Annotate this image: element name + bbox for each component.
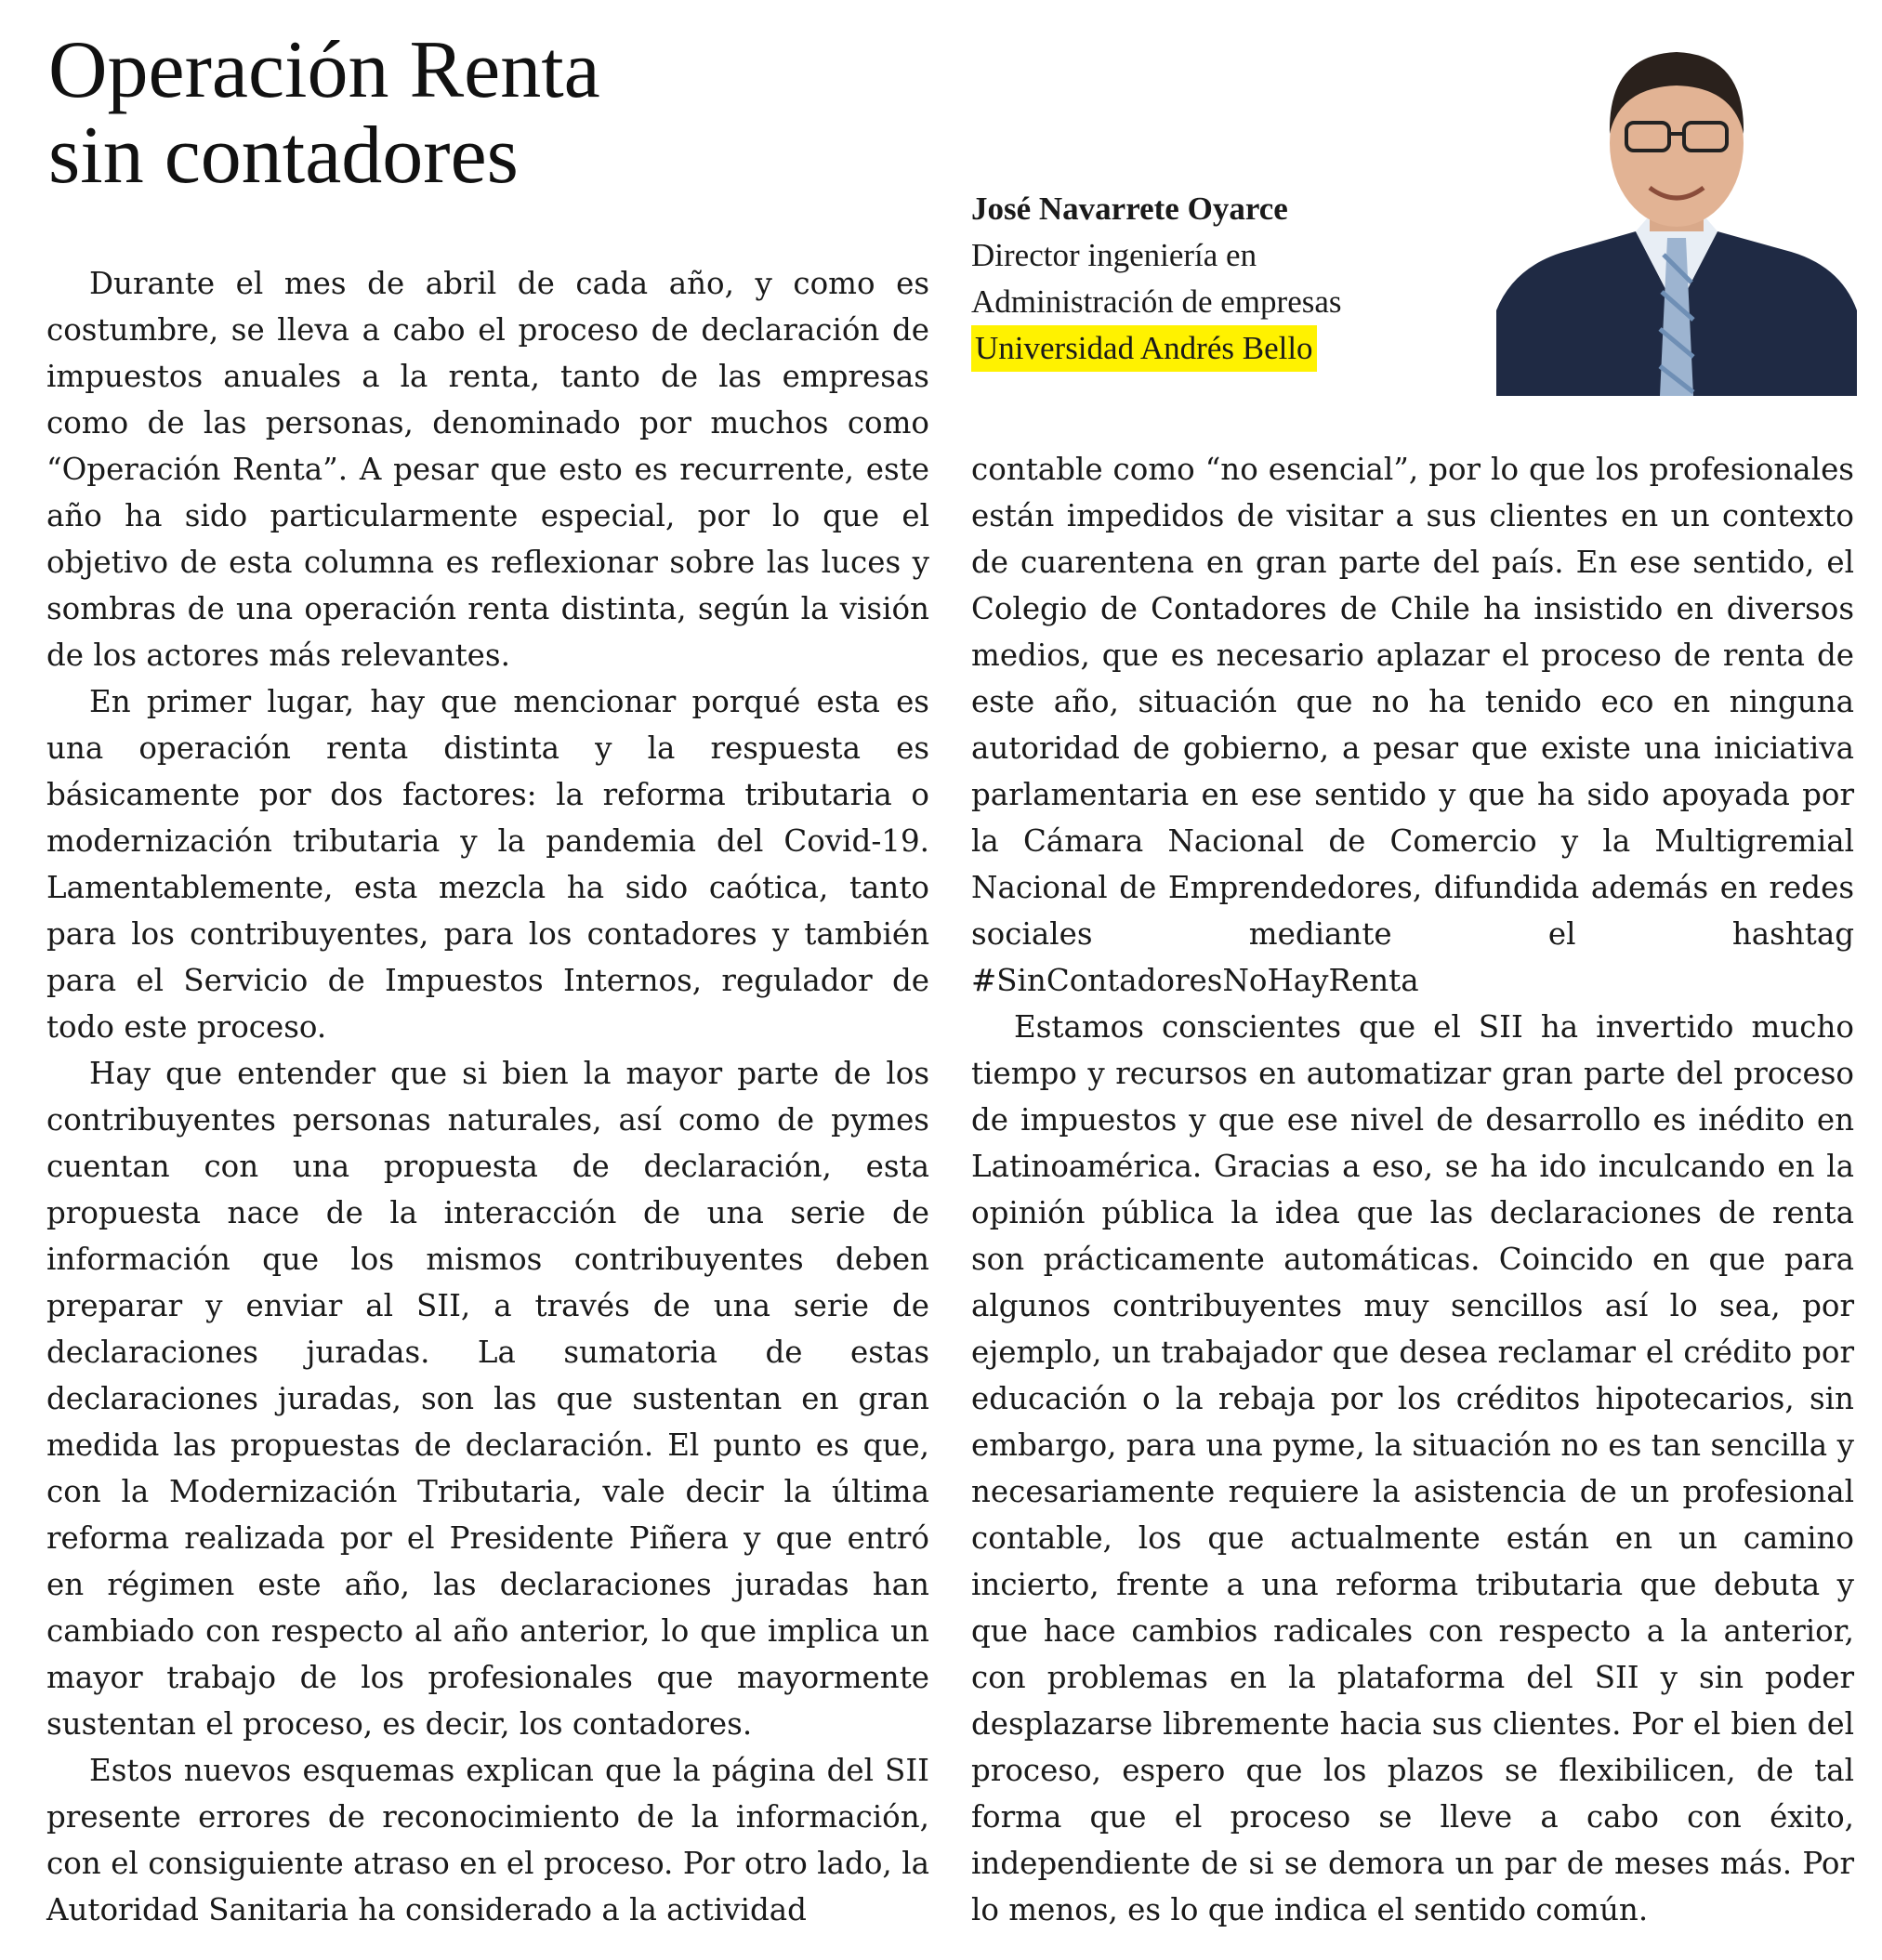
article-body-left-column [46,260,929,1933]
article-paragraph: Estamos conscientes que el SII ha invertido mucho tiempo y recursos en automatizar gran parte del proceso de impuestos y que ese nivel de desarrollo es inédito en Latinoamérica. Gracias a eso, se ha ido inculcando en la opinión pública la idea que las declaraciones de renta son prácticamente automáticas. Coincido en que para algunos contribuyentes muy sencillos así lo sea, por ejemplo, un trabajador que desea reclamar el crédito por educación o la rebaja por los créditos hipotecarios, sin embargo, para una pyme, la situación no es tan sencilla y necesariamente requiere la asistencia de un profesional contable, los que actualmente están en un camino incierto, frente a una reforma tributaria que debuta y que hace cambios radicales con respecto a la anterior, con problemas en la plataforma del SII y sin poder desplazarse libremente hacia sus clientes. Por el bien del proceso, espero que los plazos se flexibilicen, de tal forma que el proceso se lleve a cabo con éxito, independiente de si se demora un par de meses más. Por lo menos, es lo que indica el sentido común. [971,1009,1854,1927]
author-role-line-1: Director ingeniería en [971,237,1257,273]
article-headline [48,25,978,201]
headline-line-1: Operación Renta [48,25,600,115]
author-portrait-image [1496,32,1857,396]
article-paragraph: Estos nuevos esquemas explican que la página del SII presente errores de reconocimiento de la información, con el consiguiente atraso en el proceso. Por otro lado, la Autoridad Sanitaria ha considerado a la actividad [46,1753,929,1927]
article-paragraph: En primer lugar, hay que mencionar porqué esta es una operación renta distinta y la respuesta es básicamente por dos factores: la reforma tributaria o modernización tributaria y la pandemia del Covid-19. Lamentablemente, esta mezcla ha sido caótica, tanto para los contribuyentes, para los contadores y también para el Servicio de Impuestos Internos, regulador de todo este proceso. [46,684,929,1045]
headline-line-2: sin contadores [48,111,519,201]
author-institution: Universidad Andrés Bello [971,325,1317,372]
article-paragraph: Hay que entender que si bien la mayor parte de los contribuyentes personas naturales, así como de pymes cuentan con una propuesta de declaración, esta propuesta nace de la interacción de una serie de información que los mismos contribuyentes deben preparar y enviar al SII, a través de una serie de declaraciones juradas. La sumatoria de estas declaraciones juradas, son las que sustentan en gran medida las propuestas de declaración. El punto es que, con la Modernización Tributaria, vale decir la última reforma realizada por el Presidente Piñera y que entró en régimen este año, las declaraciones juradas han cambiado con respecto al año anterior, lo que implica un mayor trabajo de los profesionales que mayormente sustentan el proceso, es decir, los contadores. [46,1056,929,1742]
author-role-line-2: Administración de empresas [971,283,1342,320]
author-byline [971,186,1492,372]
article-paragraph-continuation: contable como “no esencial”, por lo que los profesionales están impedidos de visitar a sus clientes en un contexto de cuarentena en gran parte del país. En ese sentido, el Colegio de Contadores de Chile ha insistido en diversos medios, que es necesario aplazar el proceso de renta de este año, situación que no ha tenido eco en ninguna autoridad de gobierno, a pesar que existe una iniciativa parlamentaria en ese sentido y que ha sido apoyada por la Cámara Nacional de Comercio y la Multigremial Nacional de Emprendedores, difundida además en redes sociales mediante el hashtag #SinContadoresNoHayRenta [971,452,1854,998]
article-body-right-column [971,446,1854,1933]
article-paragraph: Durante el mes de abril de cada año, y como es costumbre, se lleva a cabo el proceso de declaración de impuestos anuales a la renta, tanto de las empresas como de las personas, denominado por muchos como “Operación Renta”. A pesar que esto es recurrente, este año ha sido particularmente especial, por lo que el objetivo de esta columna es reflexionar sobre las luces y sombras de una operación renta distinta, según la visión de los actores más relevantes. [46,266,929,673]
author-name: José Navarrete Oyarce [971,191,1288,227]
author-photo [1496,32,1857,396]
